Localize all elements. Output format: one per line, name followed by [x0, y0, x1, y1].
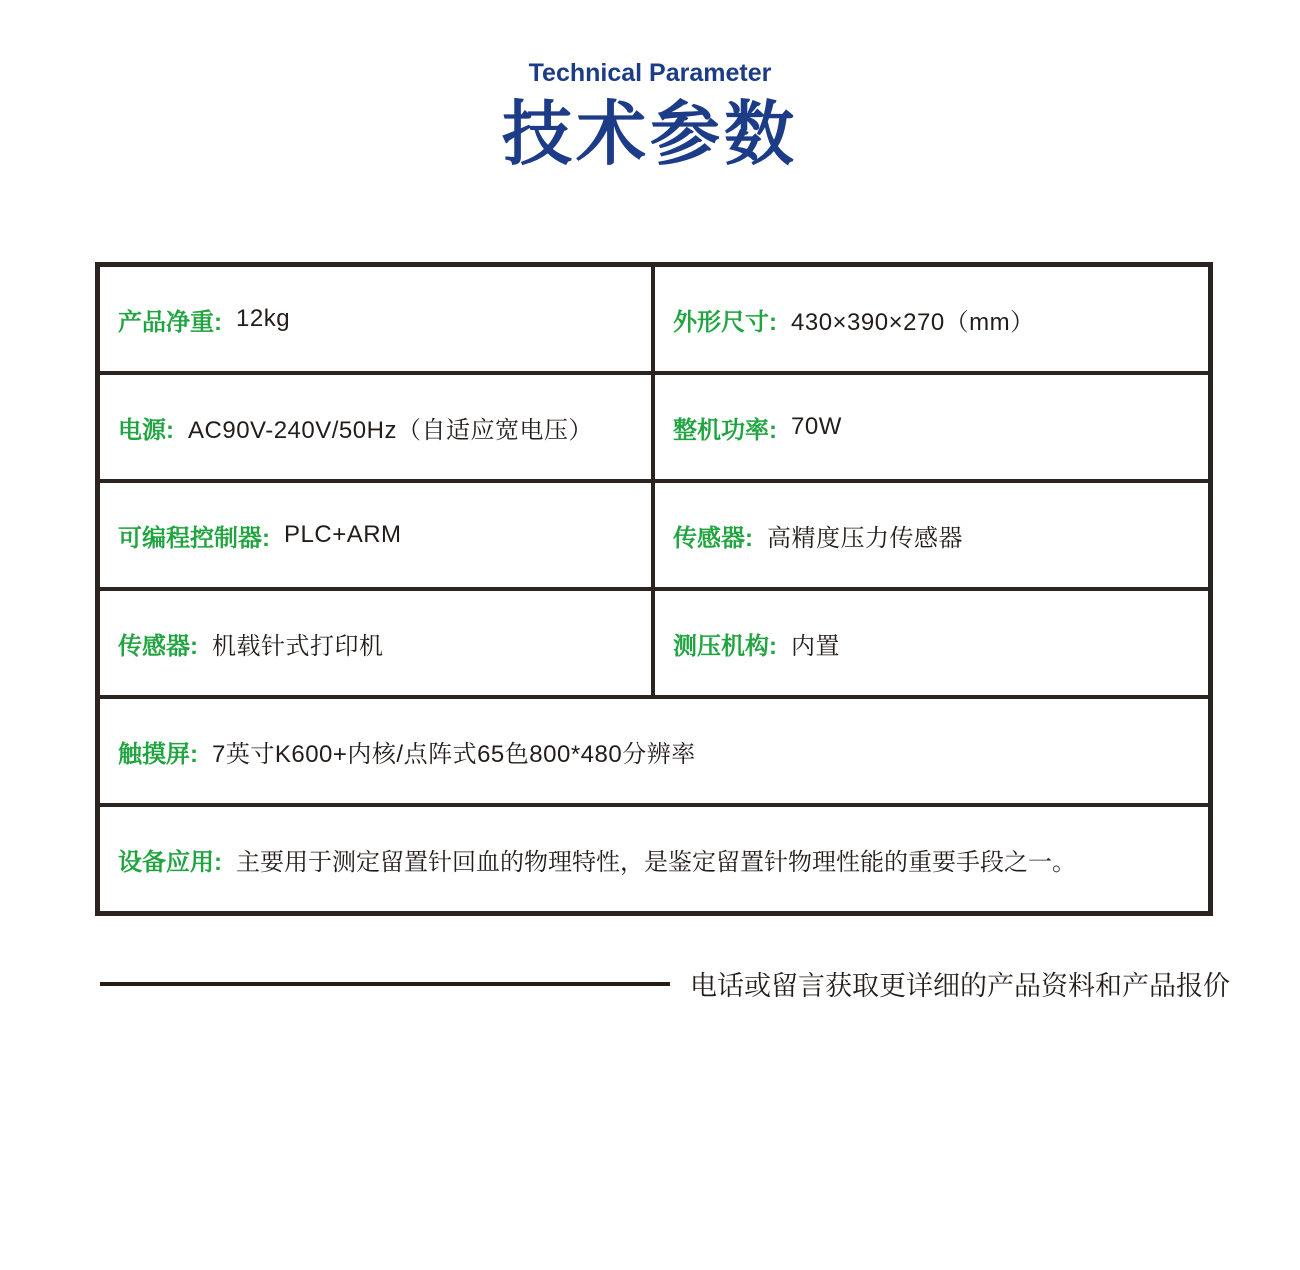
table-row [100, 371, 1208, 479]
page-header [0, 60, 1300, 171]
spec-label: 触摸屏: [118, 740, 198, 768]
spec-value: 主要用于测定留置针回血的物理特性，是鉴定留置针物理性能的重要手段之一。 [236, 848, 1076, 876]
spec-label: 传感器: [118, 632, 198, 660]
table-row [100, 803, 1208, 911]
page-title: 技术参数 [502, 94, 798, 173]
spec-cell-total-power [651, 375, 1208, 479]
spec-value: 内置 [791, 632, 840, 660]
spec-label: 整机功率: [673, 416, 777, 444]
spec-label: 可编程控制器: [118, 524, 270, 552]
spec-label: 产品净重: [118, 308, 222, 336]
table-row [100, 695, 1208, 803]
spec-value: 高精度压力传感器 [767, 524, 963, 552]
spec-value: 机载针式打印机 [212, 632, 384, 660]
spec-cell-net-weight [100, 267, 651, 371]
spec-cell-touchscreen [100, 699, 1208, 803]
table-row [100, 267, 1208, 371]
spec-cell-dimensions [651, 267, 1208, 371]
spec-cell-sensor [651, 483, 1208, 587]
spec-label: 测压机构: [673, 632, 777, 660]
spec-cell-power-supply [100, 375, 651, 479]
spec-cell-printer [100, 591, 651, 695]
spec-value: 7英寸K600+内核/点阵式65色800*480分辨率 [212, 740, 696, 768]
spec-label: 外形尺寸: [673, 308, 777, 336]
table-row [100, 479, 1208, 587]
spec-table [95, 262, 1213, 916]
spec-value: PLC+ARM [284, 521, 402, 548]
spec-label: 设备应用: [118, 848, 222, 876]
spec-value: 12kg [236, 305, 291, 332]
spec-value: AC90V-240V/50Hz（自适应宽电压） [188, 416, 593, 444]
spec-value: 70W [791, 413, 842, 440]
title-en: Technical Parameter [528, 59, 772, 87]
table-row [100, 587, 1208, 695]
spec-cell-controller [100, 483, 651, 587]
spec-cell-application [100, 807, 1208, 911]
footer-divider-line [100, 982, 670, 986]
footer [100, 964, 1230, 1003]
spec-label: 电源: [118, 416, 174, 444]
spec-value: 430×390×270（mm） [791, 308, 1035, 336]
footer-note: 电话或留言获取更详细的产品资料和产品报价 [690, 971, 1230, 1001]
spec-cell-pressure-mechanism [651, 591, 1208, 695]
spec-label: 传感器: [673, 524, 753, 552]
